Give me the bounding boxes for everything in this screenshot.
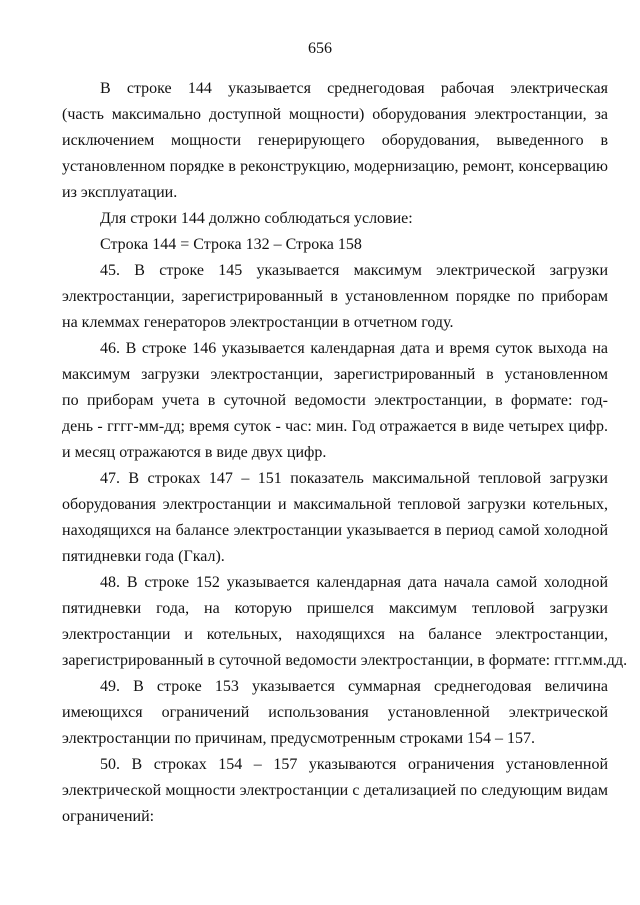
text-line: день - гггг-мм-дд; время суток - час: мин. Год отражается в виде четырех цифр. <box>62 418 608 435</box>
text-line: по приборам учета в суточной ведомости электростанции, в формате: год- <box>62 392 608 409</box>
text-line: Для строки 144 должно соблюдаться условие: <box>100 210 413 227</box>
paragraph-row-144 <box>62 76 608 206</box>
text-line: электростанции по причинам, предусмотренным строками 154 – 157. <box>62 730 536 747</box>
text-line: 46. В строке 146 указывается календарная дата и время суток выхода на <box>100 340 608 357</box>
text-line: (часть максимально доступной мощности) оборудования электростанции, за <box>62 106 608 123</box>
text-line: электростанции, зарегистрированный в установленном порядке по приборам <box>62 288 608 305</box>
text-line: ограничений: <box>62 808 155 825</box>
paragraph-item-45 <box>62 258 608 336</box>
paragraph-item-49 <box>62 674 608 752</box>
paragraph-condition-intro <box>62 206 608 232</box>
formula-line: Строка 144 = Строка 132 – Строка 158 <box>100 236 362 253</box>
text-line: из эксплуатации. <box>62 184 178 201</box>
text-line: электрической мощности электростанции с детализацией по следующим видам <box>62 782 608 799</box>
paragraph-formula <box>62 232 608 258</box>
text-line: 50. В строках 154 – 157 указываются ограничения установленной <box>100 756 608 773</box>
text-line: 49. В строке 153 указывается суммарная среднегодовая величина <box>100 678 608 695</box>
text-line: установленном порядке в реконструкцию, модернизацию, ремонт, консервацию <box>62 158 608 175</box>
text-line: зарегистрированный в суточной ведомости электростанции, в формате: гггг.мм.дд. <box>62 652 628 669</box>
text-line: 48. В строке 152 указывается календарная дата начала самой холодной <box>100 574 608 591</box>
text-line: электростанции и котельных, находящихся на балансе электростанции, <box>62 626 608 643</box>
paragraph-item-48 <box>62 570 628 674</box>
text-line: оборудования электростанции и максимальной тепловой загрузки котельных, <box>62 496 608 513</box>
paragraph-item-47 <box>62 466 608 570</box>
paragraph-item-46 <box>62 336 608 466</box>
text-line: 45. В строке 145 указывается максимум электрической загрузки <box>100 262 608 279</box>
text-line: находящихся на балансе электростанции указывается в период самой холодной <box>62 522 608 539</box>
text-line: на клеммах генераторов электростанции в отчетном году. <box>62 314 454 331</box>
text-line: пятидневки года (Гкал). <box>62 548 225 565</box>
text-line: исключением мощности генерирующего оборудования, выведенного в <box>62 132 608 149</box>
text-line: 47. В строках 147 – 151 показатель максимальной тепловой загрузки <box>100 470 608 487</box>
paragraph-item-50 <box>62 752 608 830</box>
text-line: пятидневки года, на которую пришелся максимум тепловой загрузки <box>62 600 608 617</box>
text-line: и месяц отражаются в виде двух цифр. <box>62 444 327 461</box>
text-line: В строке 144 указывается среднегодовая рабочая электрическая <box>100 80 608 97</box>
text-line: максимум загрузки электростанции, зарегистрированный в установленном <box>62 366 608 383</box>
page-number: 656 <box>308 40 332 57</box>
text-line: имеющихся ограничений использования установленной электрической <box>62 704 608 721</box>
